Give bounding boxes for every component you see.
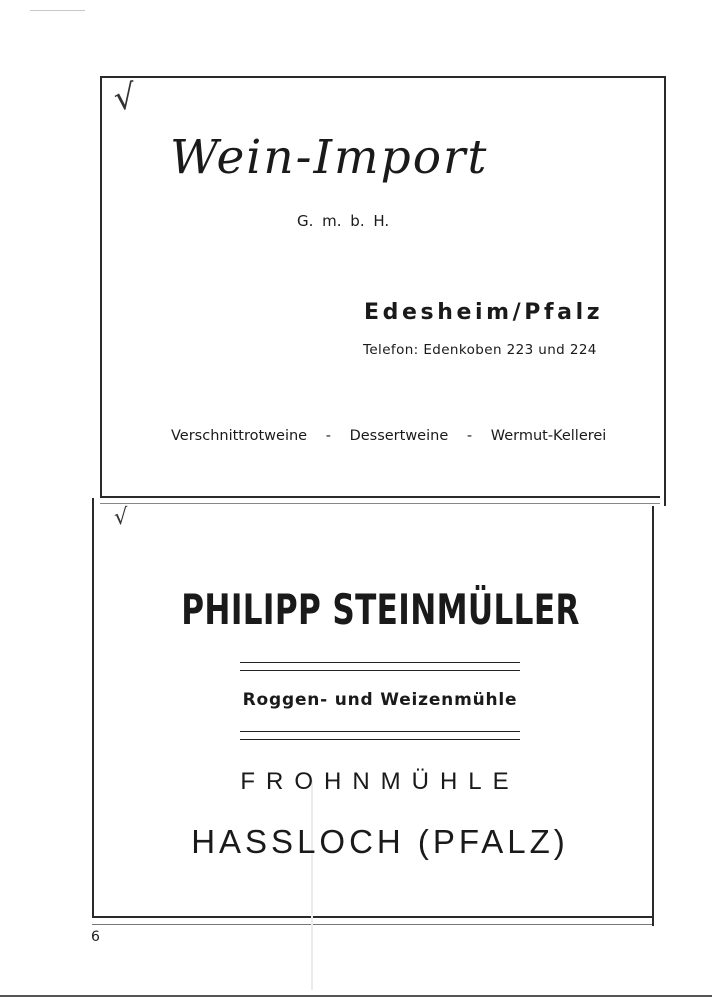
frame-right-border-lower	[652, 506, 654, 926]
rule-line	[240, 670, 520, 671]
frame-right-border-upper	[664, 76, 666, 506]
rule-line	[240, 731, 520, 732]
wein-import-title: Wein-Import	[170, 130, 489, 185]
product-separator: -	[325, 428, 331, 444]
product-item: Wermut-Kellerei	[490, 428, 607, 444]
frame-middle-divider-2	[100, 503, 660, 504]
mill-name: FROHNMÜHLE	[240, 768, 520, 795]
product-separator: -	[466, 428, 473, 444]
location: HASSLOCH (PFALZ)	[191, 823, 569, 860]
page-number: 6	[91, 929, 100, 945]
frame-top-border	[100, 76, 666, 78]
company-name: PHILIPP STEINMÜLLER	[181, 585, 580, 634]
frame-bottom-border-2	[92, 924, 652, 925]
product-item: Dessertweine	[349, 428, 449, 444]
rule-line	[240, 662, 520, 663]
business-type: Roggen- und Weizenmühle	[242, 690, 518, 710]
frame-middle-divider	[100, 496, 660, 498]
company-city: Edesheim/Pfalz	[364, 300, 604, 325]
scan-fold-line	[311, 780, 313, 990]
check-mark-bottom: √	[113, 504, 129, 531]
legal-form: G. m. b. H.	[297, 212, 390, 230]
product-line	[171, 428, 606, 444]
frame-bottom-border	[92, 916, 652, 918]
product-item: Verschnittrotweine	[171, 428, 308, 444]
rule-line	[240, 739, 520, 740]
page-bottom-edge	[0, 995, 712, 997]
frame-left-border-lower	[92, 498, 94, 918]
scan-artifact-line	[30, 10, 85, 11]
check-mark-top: √	[111, 76, 139, 120]
phone-line: Telefon: Edenkoben 223 und 224	[363, 342, 597, 358]
frame-left-border-upper	[100, 76, 102, 498]
